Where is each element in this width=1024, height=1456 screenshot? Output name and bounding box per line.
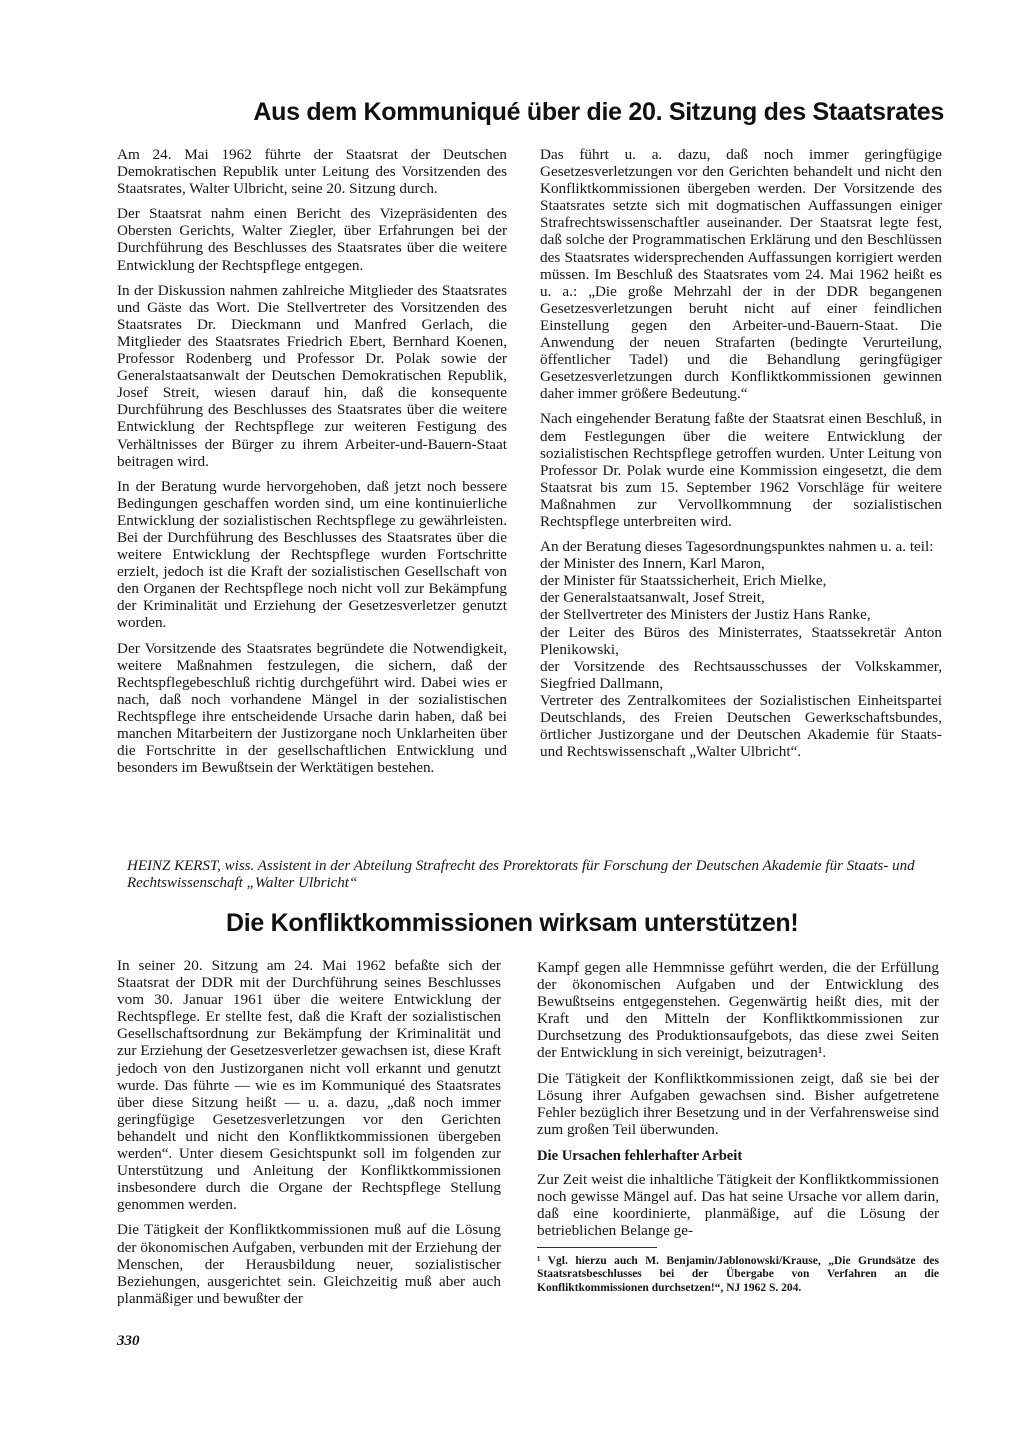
participant-item: der Minister des Innern, Karl Maron, (540, 555, 765, 573)
participant-item: der Vorsitzende des Rechtsausschusses der Volkskammer, Siegfried Dallmann, (540, 657, 942, 692)
paragraph: In der Beratung wurde hervorgehoben, daß jetzt noch bessere Bedingungen geschaffen worden sind, um eine kontinuierliche Entwicklung der sozialistischen Rechtspflege zu gewährleisten. Bei der Durchführung des Beschlusses des Staatsrates über die weitere Entwicklung der Rechtspflege wurden Fortschritte erzielt, jedoch ist die Kraft der sozialistischen Gesellschaft von den Organen der Rechtspflege noch nicht voll zur Bekämpfung der Kriminalität und Erziehung der Gesetzesverletzer genutzt worden. (117, 477, 507, 632)
paragraph: Kampf gegen alle Hemmnisse geführt werden, die der Erfüllung der ökonomischen Aufgaben und der Entwicklung des Bewußtseins entgegenstehen. Gegenwärtig heißt dies, mit der Kraft und den Mitteln der Konfliktkommissionen zur Durchsetzung des Produktionsaufgebots, das diese zwei Seiten der Entwicklung in sich vereinigt, beizutragen¹. (537, 959, 939, 1062)
paragraph: Die Tätigkeit der Konfliktkommissionen zeigt, daß sie bei der Lösung ihrer Aufgaben gewachsen sind. Bisher aufgetretene Fehler bezüglich ihrer Besetzung und in der Verfahrensweise sind zum großen Teil überwunden. (537, 1069, 939, 1138)
article1-column-right (540, 146, 942, 760)
paragraph: In der Diskussion nahmen zahlreiche Mitglieder des Staatsrates und Gäste das Wort. Die Stellvertreter des Vorsitzenden des Staatsrates Dr. Dieckmann und Manfred Gerlach, die Mitglieder des Staatsrates Friedrich Ebert, Bernhard Koenen, Professor Rodenberg und Professor Dr. Polak sowie der Generalstaatsanwalt der Deutschen Demokratischen Republik, Josef Streit, wiesen darauf hin, daß die konsequente Durchführung des Beschlusses des Staatsrates über die weitere Entwicklung der Rechtspflege zur weiteren Festigung des Verhältnisses der Bürger zu ihrem Arbeiter-und-Bauern-Staat beitragen wird. (117, 281, 507, 470)
article1-title: Aus dem Kommuniqué über die 20. Sitzung des Staatsrates (253, 98, 944, 126)
section-subheading: Die Ursachen fehlerhafter Arbeit (537, 1147, 743, 1164)
article1-column-left (117, 146, 507, 784)
paragraph: An der Beratung dieses Tagesordnungspunktes nahmen u. a. teil: (540, 538, 934, 556)
article2-title: Die Konfliktkommissionen wirksam unterstützen! (226, 909, 799, 937)
paragraph: Zur Zeit weist die inhaltliche Tätigkeit der Konfliktkommissionen noch gewisse Mängel auf. Das hat seine Ursache vor allem darin, daß eine koordinierte, planmäßige, auf die Lösung der betrieblichen Belange ge- (537, 1170, 939, 1240)
paragraph: Der Vorsitzende des Staatsrates begründete die Notwendigkeit, weitere Maßnahmen festzulegen, die sichern, daß der Rechtspflegebeschluß richtig durchgeführt wird. Dabei wies er nach, daß noch vorhandene Mängel in der sozialistischen Rechtspflege ihre entscheidende Ursache darin haben, daß bei manchen Mitarbeitern der Justizorgane noch Unklarheiten über die Fortschritte in der gesellschaftlichen Entwicklung und besonders im Bewußtsein der Werktätigen bestehen. (117, 639, 507, 777)
participant-item: Vertreter des Zentralkomitees der Sozialistischen Einheitspartei Deutschlands, des Freien Deutschen Gewerkschaftsbundes, örtlicher Justizorgane und der Deutschen Akademie für Staats- und Rechtswissenschaft „Walter Ulbricht“. (540, 691, 942, 761)
paragraph: Nach eingehender Beratung faßte der Staatsrat einen Beschluß, in dem Festlegungen über die weitere Entwicklung der sozialistischen Rechtspflege getroffen wurden. Unter Leitung von Professor Dr. Polak wurde eine Kommission eingesetzt, die dem Staatsrat bis zum 15. September 1962 Vorschläge für weitere Maßnahmen zur Vervollkommnung der sozialistischen Rechtspflege unterbreiten wird. (540, 410, 942, 530)
paragraph: Das führt u. a. dazu, daß noch immer geringfügige Gesetzesverletzungen vor den Gerichten behandelt und nicht den Konfliktkommissionen übergeben werden. Der Vorsitzende des Staatsrates setzte sich mit dogmatischen Auffassungen einiger Strafrechtswissenschaftler auseinander. Der Staatsrat legte fest, daß solche der Programmatischen Erklärung und den Beschlüssen des Staatsrates widersprechenden Auffassungen korrigiert werden müssen. Im Beschluß des Staatsrates vom 24. Mai 1962 heißt es u. a.: „Die große Mehrzahl der in der DDR begangenen Gesetzesverletzungen beruht nicht auf einer feindlichen Einstellung gegen den Arbeiter-und-Bauern-Staat. Die Anwendung der neuen Strafarten (bedingte Verurteilung, öffentlicher Tadel) und die Behandlung geringfügiger Gesetzesverletzungen durch Konfliktkommissionen gewinnen daher immer größere Bedeutung.“ (540, 146, 942, 403)
paragraph: Der Staatsrat nahm einen Bericht des Vizepräsidenten des Obersten Gerichts, Walter Ziegler, über Erfahrungen bei der Durchführung des Beschlusses des Staatsrates über die weitere Entwicklung der Rechtspflege entgegen. (117, 205, 507, 274)
paragraph: In seiner 20. Sitzung am 24. Mai 1962 befaßte sich der Staatsrat der DDR mit der Durchführung seines Beschlusses vom 30. Januar 1961 über die weitere Entwicklung der Rechtspflege. Er stellte fest, daß die Kraft der sozialistischen Gesellschaftsordnung zur Bekämpfung der Kriminalität und zur Erziehung der Gesetzesverletzer gewachsen ist, diese Kraft jedoch von den Justizorganen nicht voll erkannt und genutzt wurde. Das führte — wie es im Kommuniqué des Staatsrates über diese Sitzung heißt — u. a. dazu, „daß noch immer geringfügige Gesetzesverletzungen vor den Gerichten behandelt und nicht den Konfliktkommissionen übergeben werden“. Unter diesem Gesichtspunkt soll im folgenden zur Unterstützung und Anleitung der Konfliktkommissionen insbesondere durch die Organe der Rechtspflege Stellung genommen werden. (117, 957, 501, 1214)
participant-item: der Minister für Staatssicherheit, Erich Mielke, (540, 572, 827, 590)
participants-list (540, 555, 942, 760)
article2-column-right (537, 959, 939, 1247)
footnote: ¹ Vgl. hierzu auch M. Benjamin/Jablonowski/Krause, „Die Grundsätze des Staatsratsbeschlusses bei der Übergabe von Verfahren an die Konfliktkommissionen durchsetzen!“, NJ 1962 S. 204. (537, 1255, 939, 1294)
page-number: 330 (117, 1333, 140, 1349)
paragraph: Am 24. Mai 1962 führte der Staatsrat der Deutschen Demokratischen Republik unter Leitung des Vorsitzenden des Staatsrates, Walter Ulbricht, seine 20. Sitzung durch. (117, 146, 507, 198)
participant-item: der Generalstaatsanwalt, Josef Streit, (540, 589, 765, 607)
footnote-divider (537, 1247, 657, 1248)
article2-column-left (117, 957, 501, 1315)
paragraph: Die Tätigkeit der Konfliktkommissionen muß auf die Lösung der ökonomischen Aufgaben, verbunden mit der Erziehung der Menschen, der Herausbildung neuer, sozialistischer Beziehungen, ausgerichtet sein. Gleichzeitig muß aber auch planmäßiger und bewußter der (117, 1221, 501, 1307)
participant-item: der Stellvertreter des Ministers der Justiz Hans Ranke, (540, 606, 871, 624)
author-line: HEINZ KERST, wiss. Assistent in der Abteilung Strafrecht des Prorektorats für Forschung der Deutschen Akademie für Staats- und Rechtswissenschaft „Walter Ulbricht“ (127, 858, 915, 891)
participant-item: der Leiter des Büros des Ministerrates, Staatssekretär Anton Plenikowski, (540, 623, 942, 658)
